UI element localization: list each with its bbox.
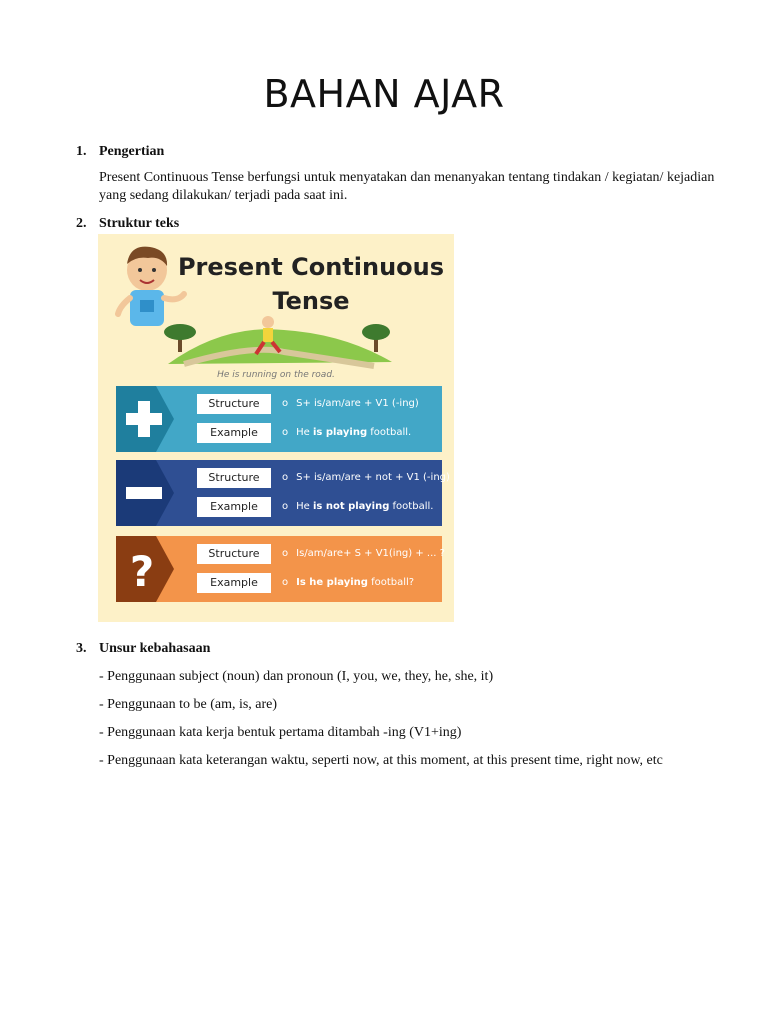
example-label: Example	[197, 497, 271, 517]
page-title: BAHAN AJAR	[263, 72, 505, 116]
present-continuous-infographic	[98, 234, 454, 622]
example-pre: He	[296, 501, 313, 512]
infographic-title	[176, 250, 446, 318]
structure-text: S+ is/am/are + V1 (-ing)	[296, 398, 419, 409]
example-sentence	[282, 497, 433, 517]
structure-label: Structure	[197, 394, 271, 414]
structure-label: Structure	[197, 544, 271, 564]
bullet: o	[282, 427, 289, 438]
example-bold: Is he playing	[296, 577, 368, 588]
question-form-band	[116, 536, 445, 602]
infographic-title-line2: Tense	[272, 287, 350, 315]
svg-text:?: ?	[129, 547, 155, 596]
plus-icon	[116, 386, 174, 452]
section-2-heading: Struktur teks	[99, 216, 180, 231]
bullet: o	[282, 398, 289, 409]
positive-form-band	[116, 386, 442, 452]
section-3-number: 3.	[76, 641, 87, 656]
example-label: Example	[197, 573, 271, 593]
structure-text: S+ is/am/are + not + V1 (-ing)	[296, 472, 450, 483]
example-post: football.	[367, 427, 412, 438]
list-item: - Penggunaan to be (am, is, are)	[99, 697, 278, 712]
list-item: - Penggunaan kata keterangan waktu, seperti now, at this moment, at this present time, right now, etc	[99, 753, 663, 768]
infographic-title-line1: Present Continuous	[177, 253, 445, 281]
example-sentence	[282, 573, 414, 593]
section-1-text-line2: yang sedang dilakukan/ terjadi pada saat ini.	[99, 188, 348, 203]
example-post: football?	[367, 577, 415, 588]
bullet: o	[282, 577, 289, 588]
structure-formula	[282, 468, 450, 488]
section-1-number: 1.	[76, 144, 87, 159]
structure-text: Is/am/are+ S + V1(ing) + ... ?	[296, 548, 445, 559]
running-scene-illustration	[164, 314, 396, 372]
structure-formula	[282, 394, 419, 414]
infographic-caption: He is running on the road.	[217, 370, 335, 380]
section-1-text-line1: Present Continuous Tense berfungsi untuk menyatakan dan menanyakan tentang tindakan / kegiatan/ kejadian	[99, 170, 715, 185]
bullet: o	[282, 501, 289, 512]
section-1-heading: Pengertian	[99, 144, 165, 159]
list-item: - Penggunaan kata kerja bentuk pertama ditambah -ing (V1+ing)	[99, 725, 462, 740]
minus-icon	[116, 460, 174, 526]
structure-label: Structure	[197, 468, 271, 488]
example-pre: He	[296, 427, 313, 438]
example-post: football.	[389, 501, 434, 512]
example-bold: is playing	[312, 427, 368, 438]
bullet: o	[282, 548, 289, 559]
section-2-number: 2.	[76, 216, 87, 231]
bullet: o	[282, 472, 289, 483]
example-label: Example	[197, 423, 271, 443]
list-item: - Penggunaan subject (noun) dan pronoun (I, you, we, they, he, she, it)	[99, 669, 494, 684]
section-3-heading: Unsur kebahasaan	[99, 641, 211, 656]
example-bold: is not playing	[312, 501, 390, 512]
example-sentence	[282, 423, 411, 443]
question-mark-icon	[116, 536, 174, 602]
structure-formula	[282, 544, 445, 564]
negative-form-band	[116, 460, 450, 526]
